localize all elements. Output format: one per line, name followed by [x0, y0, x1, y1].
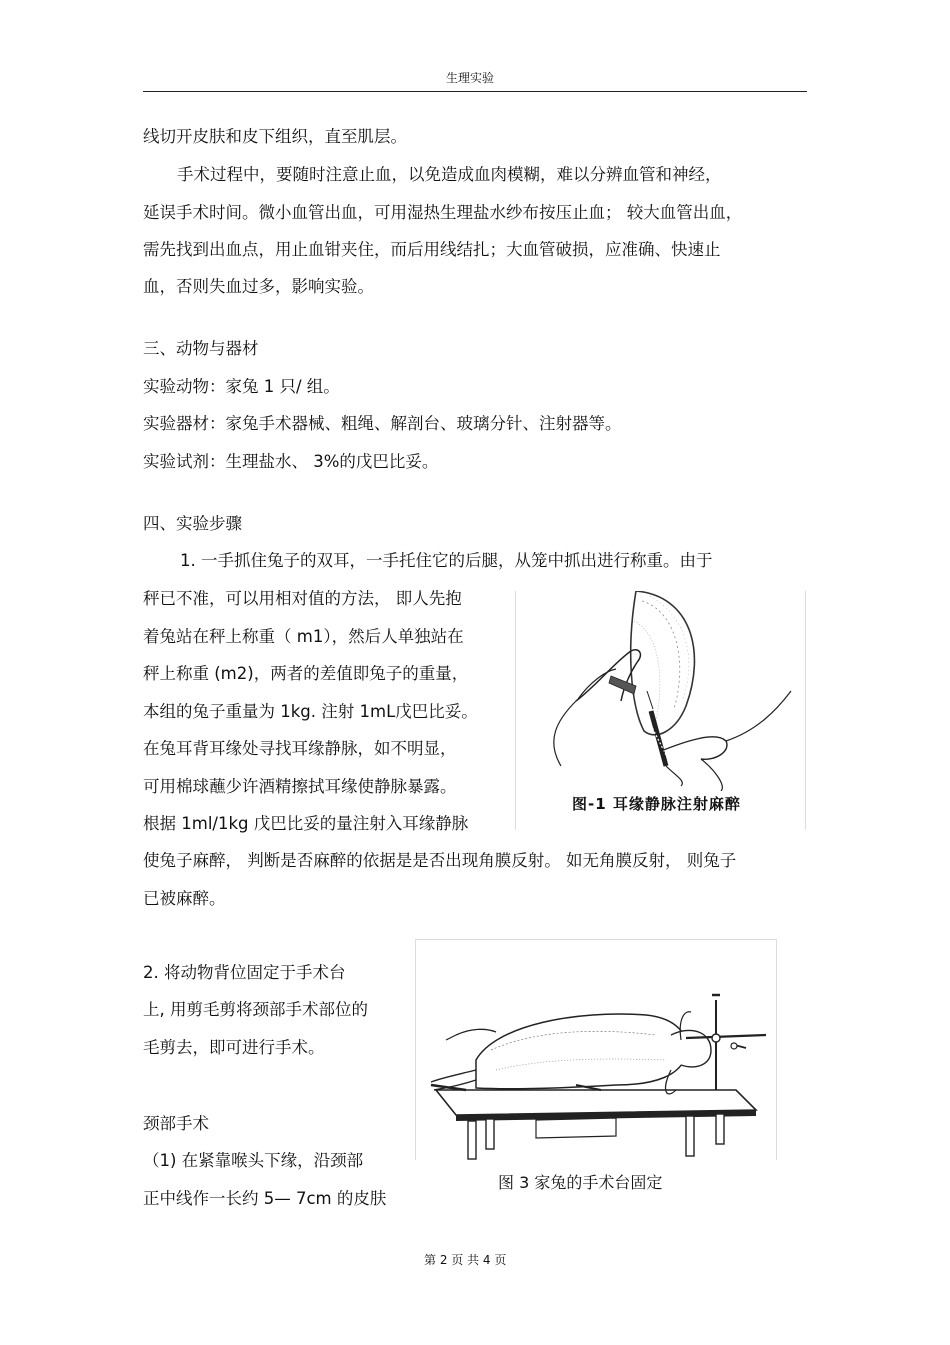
step1-line-8: 根据 1ml/1kg 戊巴比妥的量注射入耳缘静脉 — [143, 814, 469, 833]
step1-line-6: 在兔耳背耳缘处寻找耳缘静脉，如不明显， — [143, 739, 457, 758]
section3-reagent: 实验试剂：生理盐水、 3%的戊巴比妥。 — [143, 452, 439, 471]
step1-line-2: 秤已不准，可以用相对值的方法， 即人先抱 — [143, 589, 462, 608]
step1-line-4: 秤上称重 (m2)，两者的差值即兔子的重量， — [143, 664, 469, 683]
step1-line-9: 使兔子麻醉， 判断是否麻醉的依据是是否出现角膜反射。 如无角膜反射， 则兔子 — [143, 851, 737, 870]
section4-heading: 四、实验步骤 — [143, 514, 242, 533]
figure-3-caption: 图 3 家兔的手术台固定 — [498, 1173, 663, 1192]
intro-line-4: 需先找到出血点，用止血钳夹住，而后用线结扎；大血管破损，应准确、快速止 — [143, 240, 721, 259]
section3-equipment: 实验器材：家兔手术器械、粗绳、解剖台、玻璃分针、注射器等。 — [143, 414, 622, 433]
intro-line-3: 延误手术时间。微小血管出血，可用湿热生理盐水纱布按压止血； 较大血管出血， — [143, 203, 743, 222]
neck-surgery-heading: 颈部手术 — [143, 1114, 209, 1133]
neck-surgery-line-1: （1) 在紧靠喉头下缘，沿颈部 — [143, 1151, 364, 1170]
figure-1-caption: 图-1 耳缘静脉注射麻醉 — [572, 795, 741, 813]
operating-table-illustration — [416, 940, 776, 1160]
figure-ear-vein-injection — [515, 591, 806, 830]
section3-animal: 实验动物：家兔 1 只/ 组。 — [143, 377, 340, 396]
header-rule — [143, 91, 807, 92]
figure-rabbit-operating-table — [415, 939, 777, 1160]
step2-line-3: 毛剪去，即可进行手术。 — [143, 1038, 325, 1057]
step1-line-5: 本组的兔子重量为 1kg. 注射 1mL戊巴比妥。 — [143, 702, 478, 721]
step1-line-3: 着兔站在秤上称重（ m1），然后人单独站在 — [143, 627, 464, 646]
ear-injection-illustration — [516, 591, 805, 791]
intro-line-2: 手术过程中，要随时注意止血，以免造成血肉模糊，难以分辨血管和神经， — [177, 165, 722, 184]
intro-line-5: 血，否则失血过多，影响实验。 — [143, 277, 374, 296]
step1-line-7: 可用棉球蘸少许酒精擦拭耳缘使静脉暴露。 — [143, 777, 457, 796]
neck-surgery-line-2: 正中线作一长约 5— 7cm 的皮肤 — [143, 1189, 387, 1208]
step2-line-2: 上, 用剪毛剪将颈部手术部位的 — [143, 1000, 368, 1019]
page-header-title: 生理实验 — [446, 71, 495, 85]
section3-heading: 三、动物与器材 — [143, 339, 259, 358]
page-footer: 第 2 页 共 4 页 — [424, 1253, 507, 1267]
step2-line-1: 2. 将动物背位固定于手术台 — [143, 963, 346, 982]
step1-line-1: 1. 一手抓住兔子的双耳，一手托住它的后腿，从笼中抓出进行称重。由于 — [180, 551, 713, 570]
intro-line-1: 线切开皮肤和皮下组织，直至肌层。 — [143, 127, 407, 146]
step1-line-10: 已被麻醉。 — [143, 889, 226, 908]
